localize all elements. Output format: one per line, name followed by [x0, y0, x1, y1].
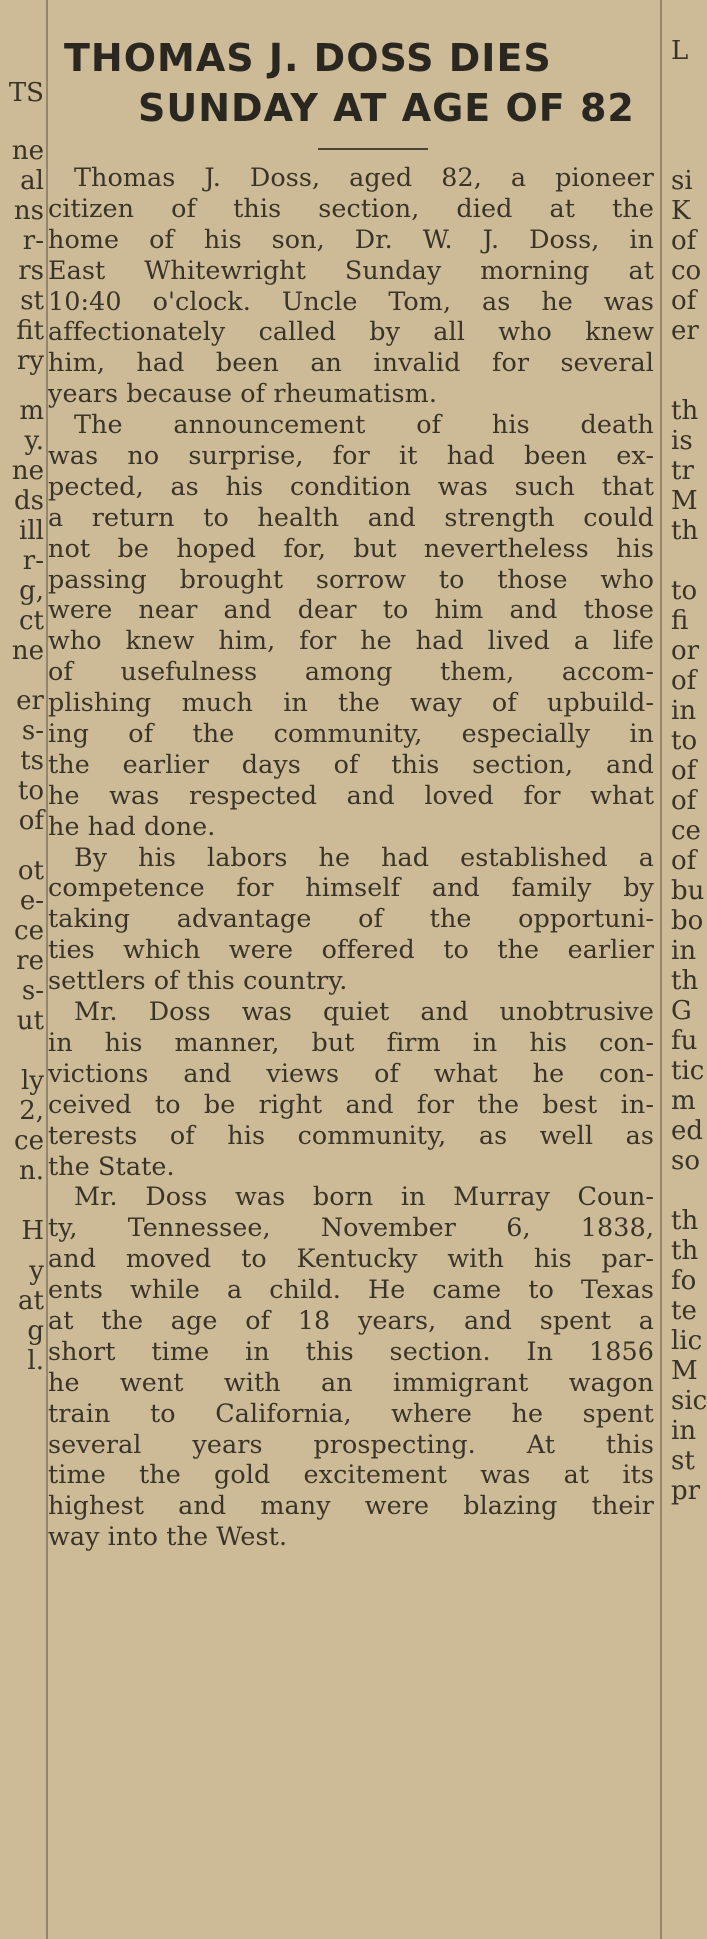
article-line: time the gold excitement was at its — [48, 1459, 654, 1490]
article-line: ing of the community, especially in — [48, 718, 654, 749]
column-fragment: L — [671, 36, 689, 66]
article-line: Mr. Doss was born in Murray Coun- — [74, 1181, 654, 1212]
column-fragment: rs — [18, 256, 44, 286]
article-line: affectionately called by all who knew — [48, 316, 654, 347]
article-line: him, had been an invalid for several — [48, 347, 654, 378]
article-line: at the age of 18 years, and spent a — [48, 1304, 654, 1335]
column-fragment: th — [671, 516, 699, 546]
article-line: he was respected and loved for what — [48, 779, 654, 810]
article-line: way into the West. — [48, 1521, 288, 1552]
article-line: 10:40 o'clock. Uncle Tom, as he was — [48, 285, 654, 316]
column-fragment: er — [16, 686, 44, 716]
column-fragment: pr — [671, 1476, 701, 1506]
article-line: terests of his community, as well as — [48, 1119, 654, 1150]
article-line: were near and dear to him and those — [48, 594, 654, 625]
article-line: competence for himself and family by — [48, 872, 654, 903]
column-fragment: ne — [11, 136, 44, 166]
column-fragment: at — [18, 1286, 44, 1316]
column-fragment: ce — [14, 916, 44, 946]
column-fragment: of — [671, 666, 697, 696]
column-fragment: y — [29, 1256, 44, 1286]
column-fragment: M — [671, 1356, 698, 1386]
column-fragment: ry — [16, 346, 44, 376]
article-line: home of his son, Dr. W. J. Doss, in — [48, 223, 654, 254]
article-line: East Whitewright Sunday morning at — [48, 254, 654, 285]
column-fragment: to — [671, 726, 698, 756]
column-fragment: lic — [671, 1326, 703, 1356]
column-fragment: th — [671, 396, 699, 426]
column-fragment: of — [671, 756, 697, 786]
column-fragment: fit — [16, 316, 44, 346]
column-fragment: s- — [21, 716, 44, 746]
article-line: was no surprise, for it had been ex- — [48, 440, 654, 471]
column-fragment: bo — [671, 906, 704, 936]
article-line: and moved to Kentucky with his par- — [48, 1243, 654, 1274]
column-fragment: te — [671, 1296, 697, 1326]
article-line: passing brought sorrow to those who — [48, 563, 654, 594]
column-fragment: ce — [14, 1126, 44, 1156]
column-fragment: m — [19, 396, 44, 426]
column-fragment: 2, — [19, 1096, 44, 1126]
column-fragment: ne — [11, 456, 44, 486]
column-fragment: G — [671, 996, 692, 1026]
column-fragment: K — [671, 196, 691, 226]
column-fragment: e- — [19, 886, 44, 916]
column-fragment: fo — [671, 1266, 697, 1296]
column-fragment: co — [671, 256, 702, 286]
article-line: Mr. Doss was quiet and unobtrusive — [74, 996, 654, 1027]
column-fragment: th — [671, 1206, 699, 1236]
column-fragment: to — [17, 776, 44, 806]
article-line: in his manner, but firm in his con- — [48, 1026, 654, 1057]
column-fragment: sic — [671, 1386, 707, 1416]
column-fragment: H — [21, 1216, 44, 1246]
column-fragment: si — [671, 166, 693, 196]
column-fragment: of — [671, 846, 697, 876]
column-fragment: in — [671, 696, 697, 726]
article-line: citizen of this section, died at the — [48, 192, 654, 223]
column-fragment: re — [16, 946, 44, 976]
column-fragment: g, — [19, 576, 44, 606]
article-line: years because of rheumatism. — [48, 378, 438, 409]
headline-divider — [318, 148, 428, 150]
column-fragment: or — [671, 636, 700, 666]
headline-line-2: SUNDAY AT AGE OF 82 — [138, 86, 635, 130]
article-line: short time in this section. In 1856 — [48, 1335, 654, 1366]
article-line: settlers of this country. — [48, 965, 348, 996]
column-rule-right — [660, 0, 662, 1939]
article-line: not be hoped for, but nevertheless his — [48, 532, 654, 563]
column-fragment: m — [671, 1086, 696, 1116]
column-fragment: in — [671, 936, 697, 966]
column-fragment: th — [671, 966, 699, 996]
column-fragment: bu — [671, 876, 705, 906]
article-body — [48, 162, 654, 1552]
column-fragment: st — [20, 286, 44, 316]
column-fragment: al — [20, 166, 44, 196]
article-line: ents while a child. He came to Texas — [48, 1274, 654, 1305]
column-fragment: ly — [20, 1066, 44, 1096]
column-fragment: tic — [671, 1056, 705, 1086]
column-fragment: ns — [13, 196, 44, 226]
article-line: By his labors he had established a — [74, 841, 654, 872]
right-column-fragments — [663, 0, 707, 1939]
column-fragment: r- — [22, 226, 44, 256]
column-fragment: of — [671, 786, 697, 816]
column-fragment: y. — [24, 426, 44, 456]
column-fragment: st — [671, 1446, 695, 1476]
article-line: plishing much in the way of upbuild- — [48, 687, 654, 718]
column-fragment: ill — [19, 516, 44, 546]
column-fragment: so — [671, 1146, 700, 1176]
column-fragment: er — [671, 316, 699, 346]
column-fragment: ds — [14, 486, 44, 516]
column-fragment: n. — [18, 1156, 44, 1186]
column-fragment: TS — [8, 78, 44, 108]
article-line: highest and many were blazing their — [48, 1490, 654, 1521]
article-line: several years prospecting. At this — [48, 1428, 654, 1459]
article-line: who knew him, for he had lived a life — [48, 625, 654, 656]
article-line: victions and views of what he con- — [48, 1057, 654, 1088]
article-line: Thomas J. Doss, aged 82, a pioneer — [74, 162, 654, 192]
article-line: The announcement of his death — [74, 409, 654, 440]
column-fragment: l. — [27, 1346, 44, 1376]
column-fragment: ne — [11, 636, 44, 666]
article-line: the State. — [48, 1150, 175, 1181]
article-line: a return to health and strength could — [48, 501, 654, 532]
column-fragment: ts — [20, 746, 44, 776]
article-line: of usefulness among them, accom- — [48, 656, 654, 687]
left-column-fragments — [0, 0, 44, 1939]
column-fragment: r- — [22, 546, 44, 576]
column-fragment: fi — [671, 606, 689, 636]
column-fragment: ct — [18, 606, 44, 636]
column-fragment: ot — [17, 856, 44, 886]
column-fragment: of — [671, 286, 697, 316]
article-line: train to California, where he spent — [48, 1397, 654, 1428]
column-fragment: is — [671, 426, 693, 456]
column-fragment: fu — [671, 1026, 698, 1056]
column-fragment: M — [671, 486, 698, 516]
article-line: taking advantage of the opportuni- — [48, 903, 654, 934]
headline-line-1: THOMAS J. DOSS DIES — [64, 36, 552, 80]
column-fragment: ce — [671, 816, 701, 846]
article-line: the earlier days of this section, and — [48, 748, 654, 779]
column-fragment: of — [671, 226, 697, 256]
column-fragment: ed — [671, 1116, 704, 1146]
article-line: ceived to be right and for the best in- — [48, 1088, 654, 1119]
article-line: he went with an immigrant wagon — [48, 1366, 654, 1397]
column-fragment: s- — [21, 976, 44, 1006]
column-fragment: th — [671, 1236, 699, 1266]
column-fragment: g — [27, 1316, 44, 1346]
article-line: ties which were offered to the earlier — [48, 934, 654, 965]
column-fragment: of — [18, 806, 44, 836]
article-line: ty, Tennessee, November 6, 1838, — [48, 1212, 654, 1243]
column-fragment: in — [671, 1416, 697, 1446]
article-line: he had done. — [48, 810, 216, 841]
column-fragment: tr — [671, 456, 694, 486]
column-fragment: ut — [16, 1006, 44, 1036]
article-line: pected, as his condition was such that — [48, 470, 654, 501]
column-fragment: to — [671, 576, 698, 606]
